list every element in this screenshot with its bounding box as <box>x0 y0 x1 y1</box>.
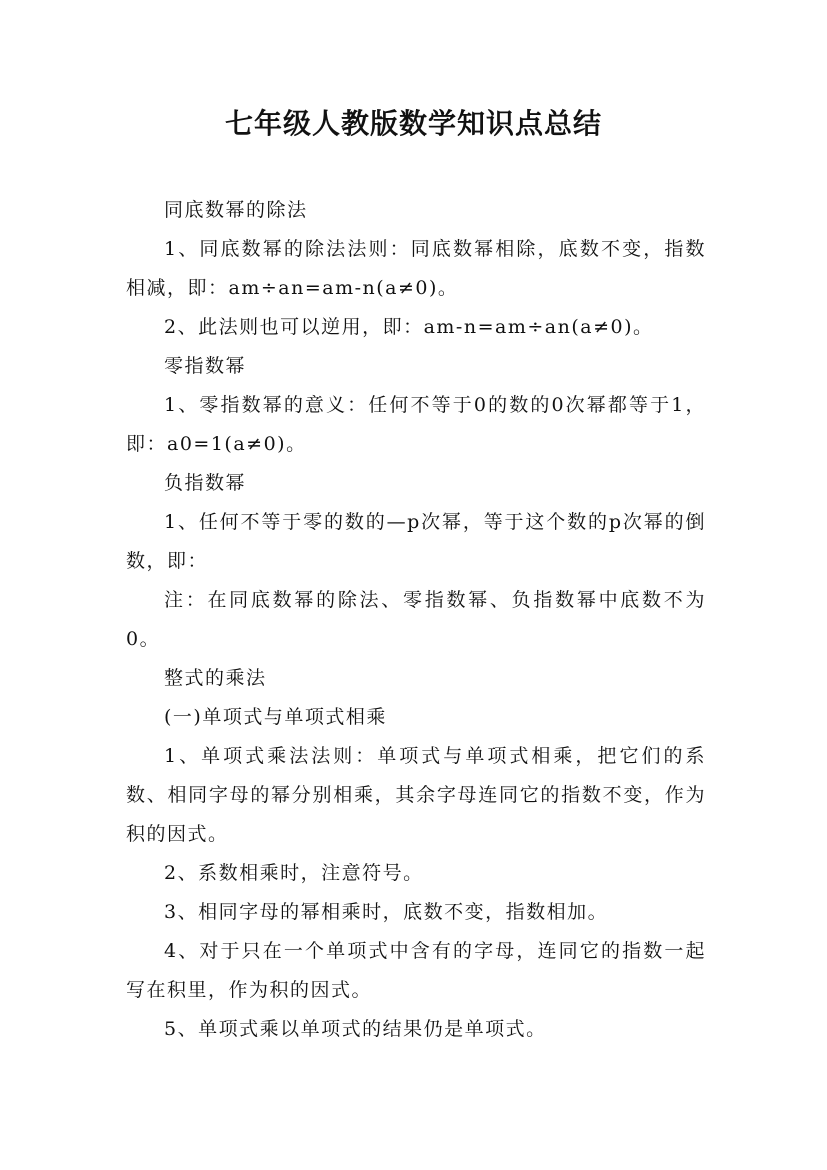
paragraph: 2、系数相乘时，注意符号。 <box>164 862 424 884</box>
section-heading-multiplication: 整式的乘法 <box>164 667 267 689</box>
note-paragraph: 注：在同底数幂的除法、零指数幂、负指数幂中底数不为0。 <box>126 589 706 650</box>
paragraph: 3、相同字母的幂相乘时，底数不变，指数相加。 <box>164 901 609 923</box>
paragraph: 1、单项式乘法法则：单项式与单项式相乘，把它们的系数、相同字母的幂分别相乘，其余字母连同它的指数不变，作为积的因式。 <box>126 745 706 845</box>
paragraph: 4、对于只在一个单项式中含有的字母，连同它的指数一起写在积里，作为积的因式。 <box>126 940 706 1001</box>
paragraph: 1、零指数幂的意义：任何不等于0的数的0次幂都等于1，即：a0=1(a≠0)。 <box>126 394 706 455</box>
paragraph: 1、任何不等于零的数的—p次幂，等于这个数的p次幂的倒数，即： <box>126 511 706 572</box>
paragraph: 1、同底数幂的除法法则：同底数幂相除，底数不变，指数相减，即：am÷an=am-n(a≠0)。 <box>126 238 706 299</box>
section-heading-division: 同底数幂的除法 <box>164 199 308 221</box>
document-title: 七年级人教版数学知识点总结 <box>224 107 602 140</box>
section-heading-negative-exponent: 负指数幂 <box>164 472 247 494</box>
document-body <box>126 191 706 1049</box>
paragraph: 5、单项式乘以单项式的结果仍是单项式。 <box>164 1018 547 1040</box>
paragraph: 2、此法则也可以逆用，即：am-n=am÷an(a≠0)。 <box>164 316 654 338</box>
section-heading-zero-exponent: 零指数幂 <box>164 355 247 377</box>
subsection-heading: (一)单项式与单项式相乘 <box>164 706 387 728</box>
